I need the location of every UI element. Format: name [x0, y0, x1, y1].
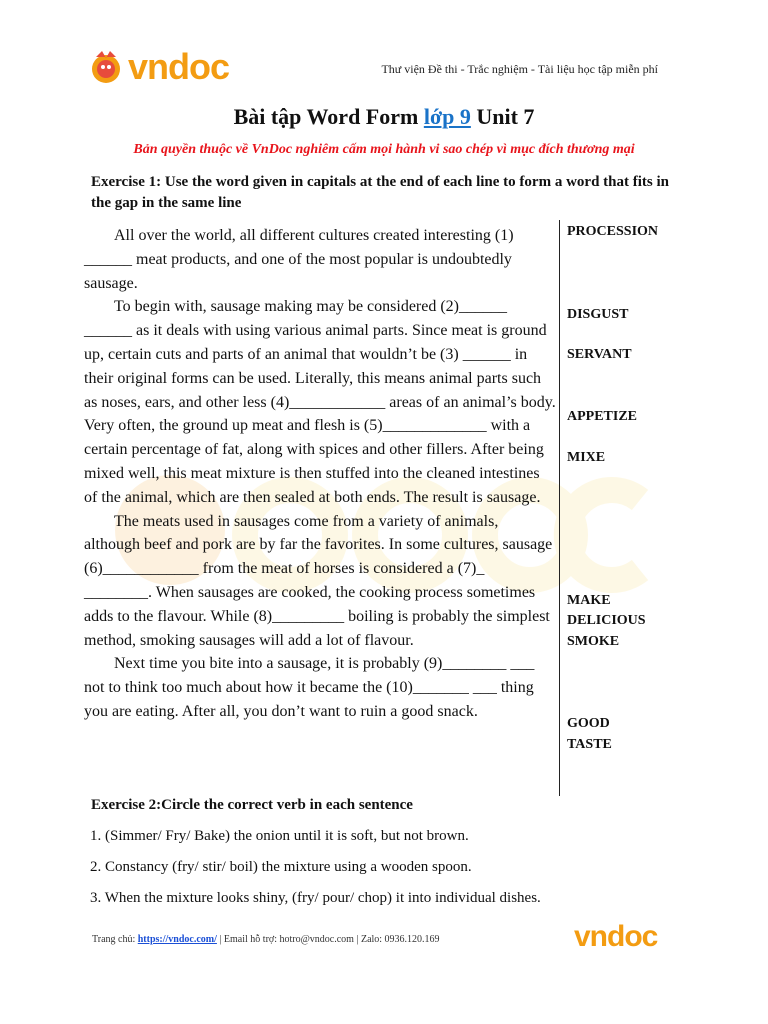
- title-grade-link[interactable]: lớp 9: [423, 104, 471, 129]
- passage-paragraph-4: Next time you bite into a sausage, it is probably (9)________ ___ not to think too much about how it became the (10)_______ ___ thing you are eating. After all, you don’t want to ruin a good snack.: [84, 655, 535, 720]
- keyword-procession: PROCESSION: [567, 224, 659, 239]
- keyword-taste: TASTE: [567, 737, 612, 752]
- exercise-2-item-1: 1. (Simmer/ Fry/ Bake) the onion until it is soft, but not brown.: [90, 828, 469, 844]
- keyword-good: GOOD: [567, 716, 610, 731]
- exercise-1-heading: Exercise 1: Use the word given in capitals at the end of each line to form a word that fits in the gap in the same line: [91, 174, 669, 211]
- keyword-appetize: APPETIZE: [567, 409, 638, 424]
- keyword-servant: SERVANT: [567, 347, 632, 362]
- footer-home-link[interactable]: https://vndoc.com/: [137, 934, 217, 945]
- title-part-2: Unit 7: [470, 104, 535, 129]
- column-divider: [559, 220, 560, 796]
- mascot-icon: [86, 47, 126, 87]
- exercise-2-item-3: 3. When the mixture looks shiny, (fry/ pour/ chop) it into individual dishes.: [90, 890, 541, 906]
- title-part-1: Bài tập Word Form: [233, 104, 424, 129]
- keyword-delicious: DELICIOUS: [567, 613, 646, 628]
- exercise-2-heading: Exercise 2:Circle the correct verb in each sentence: [91, 797, 413, 813]
- footer-prefix: Trang chủ:: [92, 934, 138, 945]
- passage-paragraph-1: All over the world, all different cultures created interesting (1) ______ meat products, and one of the most popular is undoubtedly sausage.: [84, 227, 514, 292]
- vndoc-logo[interactable]: [86, 44, 238, 90]
- page-title: [0, 104, 768, 130]
- exercise-1-passage: [84, 224, 556, 724]
- footer-contact: | Email hỗ trợ: hotro@vndoc.com | Zalo: 0936.120.169: [216, 934, 440, 945]
- footer-info: [92, 934, 440, 945]
- exercise-2-item-2: 2. Constancy (fry/ stir/ boil) the mixture using a wooden spoon.: [90, 859, 472, 875]
- header-tagline: Thư viện Đề thi - Trắc nghiệm - Tài liệu học tập miễn phí: [381, 62, 658, 76]
- keyword-mixe: MIXE: [567, 450, 606, 465]
- keyword-make: MAKE: [567, 593, 611, 608]
- copyright-notice: Bản quyền thuộc về VnDoc nghiêm cấm mọi hành vi sao chép vì mục đích thương mại: [133, 142, 635, 157]
- passage-paragraph-3: The meats used in sausages come from a variety of animals, although beef and pork are by far the favorites. In some cultures, sausage (6)____________ from the meat of horses is considered a (7)_ ________. When sausages are cooked, the cooking process sometimes adds to the flavour. While (8)_________ boiling is probably the simplest method, smoking sausages will add a lot of flavour.: [84, 512, 553, 649]
- logo-text: vndoc: [128, 46, 230, 87]
- keyword-smoke: SMOKE: [567, 634, 620, 649]
- footer-logo[interactable]: vndoc: [574, 920, 658, 953]
- passage-paragraph-2: To begin with, sausage making may be considered (2)______ ______ as it deals with using various animal parts. Since meat is ground up, certain cuts and parts of an animal that wouldn’t be (3) ______ in their original forms can be used. Literally, this means animal parts such as noses, ears, and other less (4)____________ areas of an animal’s body. Very often, the ground up meat and flesh is (5)_____________ with a certain percentage of fat, along with spices and other fillers. After being mixed well, this meat mixture is then stuffed into the cleaned intestines of the animal, which are then sealed at both ends. The result is sausage.: [84, 298, 556, 506]
- keyword-disgust: DISGUST: [567, 307, 629, 322]
